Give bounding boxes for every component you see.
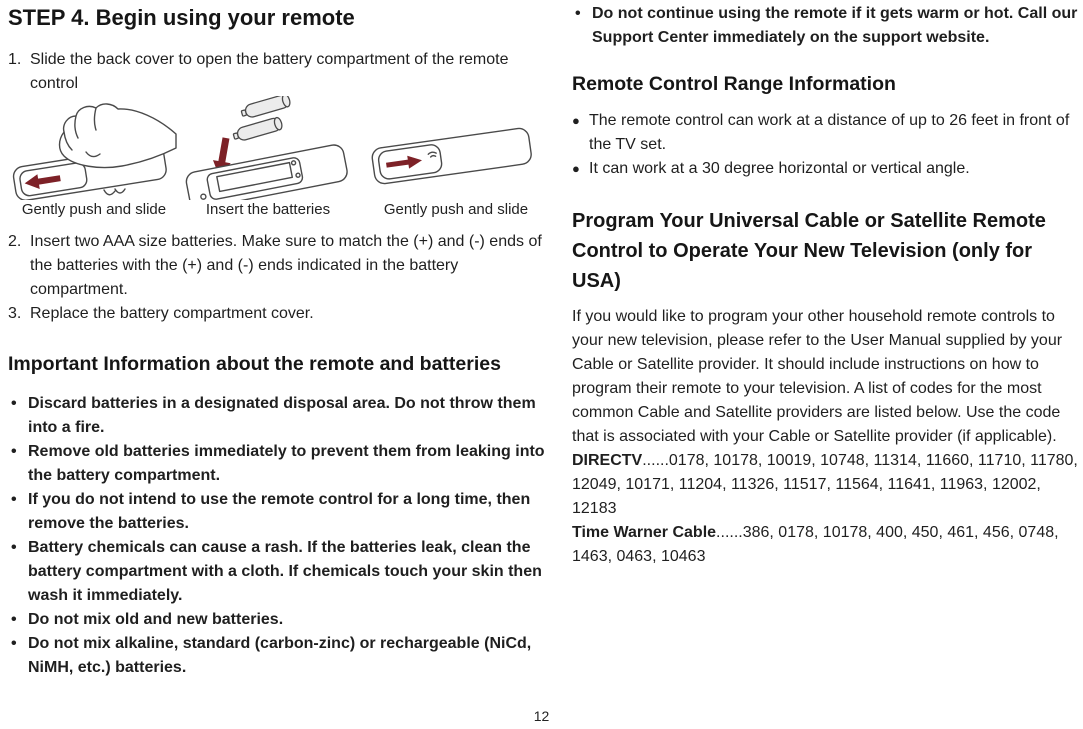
- list-item: [8, 536, 560, 608]
- battery-icon: [240, 96, 291, 120]
- step-2-number: 2.: [8, 233, 22, 250]
- bullet-icon: •: [11, 395, 17, 412]
- step-2: [8, 230, 560, 302]
- bullet-icon: •: [11, 539, 17, 556]
- insert-batteries-illustration: [184, 96, 352, 200]
- remote-outline: [185, 143, 349, 200]
- bullet-text: Discard batteries in a designated disposal area. Do not throw them into a fire.: [28, 395, 536, 436]
- battery-icon: [232, 116, 283, 142]
- step-3-text: Replace the battery compartment cover.: [30, 305, 314, 322]
- codes-time-warner: [572, 521, 1083, 569]
- list-item: [8, 440, 560, 488]
- program-paragraph: If you would like to program your other household remote controls to your new television, please refer to the User Manual supplied by your Cable or Satellite provider. It should include instructions on how to program their remote to your television. A list of codes for the most common Cable and Satellite providers are listed below. Use the code that is associated with your Cable or Satellite provider (if applicable).: [572, 308, 1063, 445]
- remote-outline: [371, 127, 532, 185]
- list-item: [8, 632, 560, 680]
- provider-codes: ......0178, 10178, 10019, 10748, 11314, 11660, 11710, 11780, 12049, 10171, 11204, 11326, 11517, 11564, 11641, 11963, 12002, 12183: [572, 452, 1078, 517]
- list-item: [572, 157, 1083, 181]
- left-column: [8, 0, 560, 680]
- list-item: [8, 488, 560, 536]
- bullet-text: Remove old batteries immediately to prevent them from leaking into the battery compartment.: [28, 443, 545, 484]
- warning-text: Do not continue using the remote if it gets warm or hot. Call our Support Center immediately on the support website.: [592, 5, 1078, 46]
- figure-row: [8, 96, 560, 219]
- bullet-text: If you do not intend to use the remote control for a long time, then remove the batteries.: [28, 491, 531, 532]
- range-bullet-list: [572, 109, 1083, 181]
- bullet-text: Do not mix alkaline, standard (carbon-zinc) or rechargeable (NiCd, NiMH, etc.) batteries.: [28, 635, 532, 676]
- warning-bullet: [572, 2, 1083, 50]
- bullet-icon: ●: [572, 113, 580, 128]
- page-number: 12: [533, 708, 550, 724]
- figure-push-slide-close: [368, 108, 544, 219]
- provider-name: Time Warner Cable: [572, 524, 717, 541]
- push-slide-open-illustration: [8, 100, 180, 200]
- push-slide-close-illustration: [368, 108, 544, 200]
- bullet-icon: •: [11, 611, 17, 628]
- bullet-text: It can work at a 30 degree horizontal or vertical angle.: [589, 160, 970, 177]
- info-heading: Important Information about the remote and batteries: [8, 353, 501, 375]
- range-heading: Remote Control Range Information: [572, 73, 896, 95]
- bullet-icon: •: [575, 5, 581, 22]
- list-item: [8, 392, 560, 440]
- bullet-text: The remote control can work at a distance of up to 26 feet in front of the TV set.: [589, 112, 1070, 153]
- bullet-text: Do not mix old and new batteries.: [28, 611, 284, 628]
- figure-caption: Gently push and slide: [383, 201, 529, 218]
- list-item: [8, 608, 560, 632]
- info-bullet-list: [8, 392, 560, 680]
- figure-push-slide-open: [8, 100, 180, 219]
- bullet-icon: •: [11, 443, 17, 460]
- bullet-icon: ●: [572, 161, 580, 176]
- codes-directv: [572, 449, 1083, 521]
- provider-name: DIRECTV: [572, 452, 643, 469]
- bullet-icon: •: [11, 491, 17, 508]
- right-column: [572, 0, 1083, 569]
- step-3-number: 3.: [8, 305, 22, 322]
- program-heading: Program Your Universal Cable or Satellite Remote Control to Operate Your New Television (only for USA): [572, 210, 1046, 292]
- figure-caption: Insert the batteries: [205, 201, 331, 218]
- figure-insert-batteries: [184, 96, 352, 219]
- provider-codes: ......386, 0178, 10178, 400, 450, 461, 456, 0748, 1463, 0463, 10463: [572, 524, 1059, 565]
- figure-caption: Gently push and slide: [21, 201, 167, 218]
- step-1: [8, 48, 560, 96]
- bullet-text: Battery chemicals can cause a rash. If the batteries leak, clean the battery compartment with a cloth. If chemicals touch your skin then wash it immediately.: [28, 539, 542, 604]
- step-3: [8, 302, 560, 326]
- list-item: [572, 109, 1083, 157]
- page-title: STEP 4. Begin using your remote: [8, 5, 355, 30]
- bullet-icon: •: [11, 635, 17, 652]
- step-1-number: 1.: [8, 51, 22, 68]
- step-2-text: Insert two AAA size batteries. Make sure to match the (+) and (-) ends of the batteries with the (+) and (-) ends indicated in the battery compartment.: [30, 233, 542, 298]
- step-1-text: Slide the back cover to open the battery compartment of the remote control: [30, 51, 509, 92]
